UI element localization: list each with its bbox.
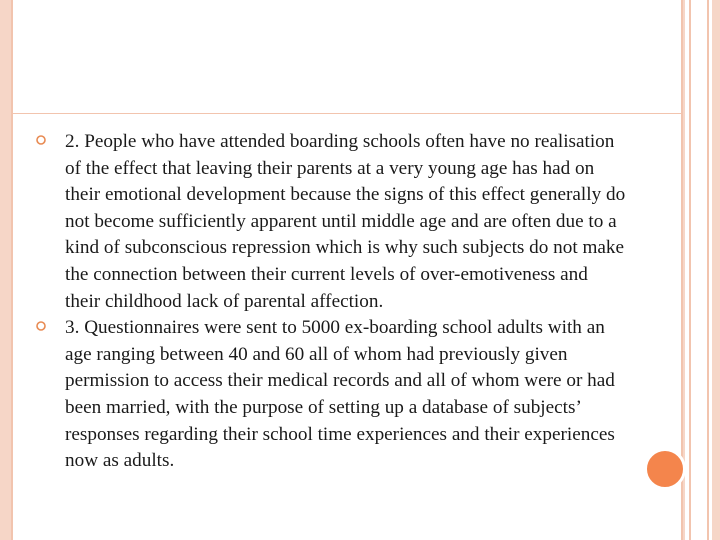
- right-edge-band: [712, 0, 720, 540]
- ring-bullet-icon: [36, 135, 46, 145]
- bullet-item: [36, 129, 626, 315]
- ring-bullet-icon: [36, 321, 46, 331]
- bullet-item: [36, 315, 626, 475]
- right-rule-line: [707, 0, 709, 540]
- bullet-text: 3. Questionnaires were sent to 5000 ex-boarding school adults with an age ranging between 40 and 60 all of whom had previously given permission to access their medical records and all of whom were or had been married, with the purpose of setting up a database of subjects’ responses regarding their school time experiences and their experiences now as adults.: [65, 317, 615, 472]
- accent-circle: [644, 448, 686, 490]
- bullet-text: 2. People who have attended boarding schools often have no realisation of the effect that leaving their parents at a very young age has had on their emotional development because the signs of this effect generally do not become sufficiently apparent until middle age and are often due to a kind of subconscious repression which is why such subjects do not make the connection between their current levels of over-emotiveness and their childhood lack of parental affection.: [65, 131, 626, 312]
- title-divider-line: [13, 113, 683, 114]
- slide-body: [36, 129, 626, 475]
- right-rule-line: [689, 0, 691, 540]
